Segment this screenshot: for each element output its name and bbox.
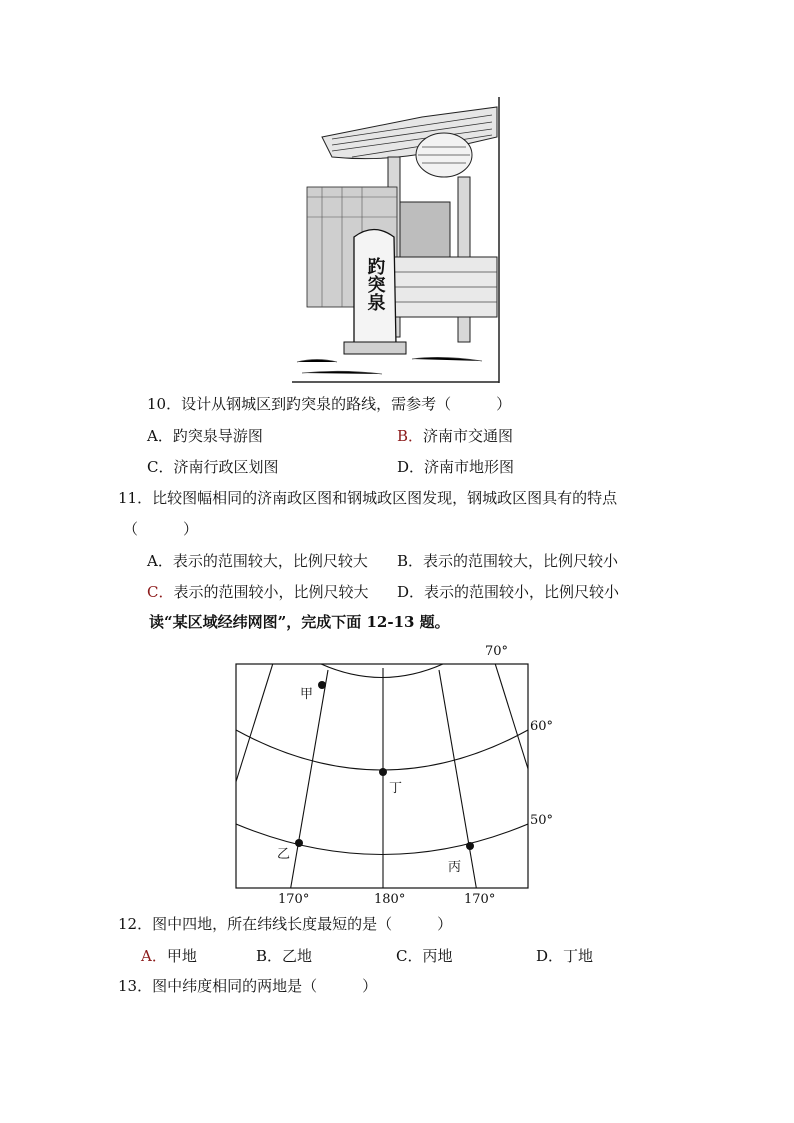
point-bing-label: 丙 xyxy=(448,860,462,875)
baotu-spring-illustration xyxy=(292,97,502,383)
meridian-line xyxy=(439,670,477,892)
option-letter: D． xyxy=(397,583,425,601)
longitude-label-170-west: 170° xyxy=(278,892,310,907)
option-text: 表示的范围较大，比例尺较小 xyxy=(423,552,619,570)
option-text: 乙地 xyxy=(282,947,313,965)
option-letter: D． xyxy=(536,947,564,965)
q10-option-b[interactable] xyxy=(397,426,513,446)
q12-option-d[interactable] xyxy=(536,946,593,966)
option-text: 济南行政区划图 xyxy=(173,458,279,476)
option-text: 表示的范围较小，比例尺较小 xyxy=(424,583,620,601)
q10-option-d[interactable] xyxy=(397,457,514,477)
meridian-line xyxy=(290,670,328,892)
longitude-label-180: 180° xyxy=(374,892,406,907)
option-letter: C． xyxy=(396,947,423,965)
option-letter: B． xyxy=(397,552,424,570)
q11-option-a[interactable] xyxy=(147,551,368,571)
option-text: 丙地 xyxy=(422,947,453,965)
map-instruction: 读“某区域经纬网图”，完成下面 12-13 题。 xyxy=(149,613,450,631)
point-bing-marker xyxy=(466,842,474,850)
q12-option-a[interactable] xyxy=(141,946,197,966)
option-letter: D． xyxy=(397,458,425,476)
point-yi-label: 乙 xyxy=(277,847,291,862)
option-text: 济南市交通图 xyxy=(423,427,514,445)
latitude-label-50: 50° xyxy=(530,813,554,828)
q10-option-a[interactable] xyxy=(147,426,263,446)
question-11-paren: （ ） xyxy=(123,520,199,538)
option-letter: B． xyxy=(256,947,283,965)
option-letter: A． xyxy=(147,552,173,570)
point-yi-marker xyxy=(295,839,303,847)
latitude-label-70: 70° xyxy=(485,644,509,659)
longitude-label-170-east: 170° xyxy=(464,892,496,907)
point-jia-label: 甲 xyxy=(300,687,314,702)
q12-option-c[interactable] xyxy=(396,946,453,966)
point-ding-label: 丁 xyxy=(389,781,403,796)
question-10-stem: 10．设计从钢城区到趵突泉的路线，需参考（ ） xyxy=(147,395,512,413)
option-text: 济南市地形图 xyxy=(424,458,515,476)
option-letter: A． xyxy=(147,427,173,445)
latitude-60-line xyxy=(236,730,528,770)
question-12-stem: 12．图中四地，所在纬线长度最短的是（ ） xyxy=(118,915,453,933)
latitude-label-60: 60° xyxy=(530,719,554,734)
graticule-map xyxy=(232,640,562,908)
point-ding-marker xyxy=(379,768,387,776)
option-text: 甲地 xyxy=(166,947,197,965)
option-text: 表示的范围较小，比例尺较大 xyxy=(173,583,369,601)
option-text: 丁地 xyxy=(563,947,594,965)
option-letter: C． xyxy=(147,583,174,601)
q11-option-b[interactable] xyxy=(397,551,618,571)
option-letter: B． xyxy=(397,427,424,445)
option-letter: C． xyxy=(147,458,174,476)
option-text: 趵突泉导游图 xyxy=(172,427,263,445)
stele-inscription: 趵突泉 xyxy=(364,257,386,311)
option-letter: A． xyxy=(141,947,167,965)
q11-option-c[interactable] xyxy=(147,582,369,602)
q11-option-d[interactable] xyxy=(397,582,619,602)
q12-option-b[interactable] xyxy=(256,946,312,966)
point-jia-marker xyxy=(318,681,326,689)
q10-option-c[interactable] xyxy=(147,457,279,477)
option-text: 表示的范围较大，比例尺较大 xyxy=(172,552,368,570)
question-11-stem: 11．比较图幅相同的济南政区图和钢城政区图发现，钢城政区图具有的特点 xyxy=(118,489,618,507)
meridian-line xyxy=(234,660,274,788)
question-13-stem: 13．图中纬度相同的两地是（ ） xyxy=(118,977,378,995)
